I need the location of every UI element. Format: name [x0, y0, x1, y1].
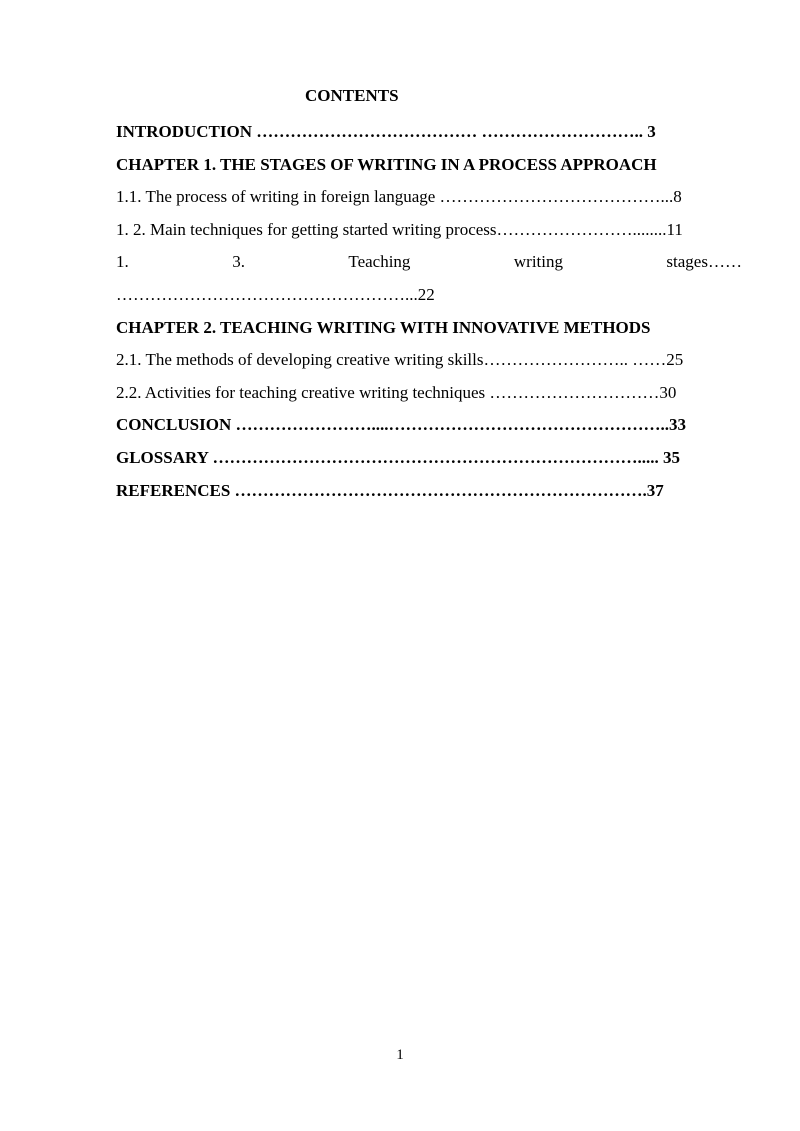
toc-entry-2-2: 2.2. Activities for teaching creative writing techniques …………………………30 [116, 382, 677, 402]
contents-heading: CONTENTS [305, 86, 399, 105]
toc-entry-1-3-word: 3. [232, 252, 245, 272]
toc-entry-1-3-word: writing [513, 252, 563, 272]
page-number: 1 [396, 1047, 404, 1063]
toc-entry-1-1: 1.1. The process of writing in foreign language …………………………………...8 [116, 187, 682, 207]
toc-entry-introduction: INTRODUCTION ………………………………… ……………………….. 3 [116, 122, 656, 141]
table-of-contents [116, 116, 742, 507]
toc-entry-glossary: GLOSSARY …………………………………………………………………..... 35 [116, 447, 681, 467]
toc-entry-references: REFERENCES ……………………………………………………………….37 [116, 480, 664, 500]
toc-entry-1-2: 1. 2. Main techniques for getting started writing process……………………........11 [116, 219, 683, 239]
toc-entry-conclusion: CONCLUSION ……………………....…………………………………………..33 [116, 415, 686, 435]
toc-entry-chapter-1: CHAPTER 1. THE STAGES OF WRITING IN A PROCESS APPROACH [116, 154, 657, 174]
toc-entry-2-1: 2.1. The methods of developing creative writing skills…………………….. ……25 [116, 350, 684, 370]
toc-entry-1-3 [116, 246, 742, 279]
toc-entry-1-3-word: Teaching [348, 252, 411, 272]
toc-entry-chapter-2: CHAPTER 2. TEACHING WRITING WITH INNOVATIVE METHODS [116, 317, 651, 337]
toc-entry-1-3-continuation: ……………………………………………...22 [116, 284, 435, 304]
toc-entry-1-3-word: 1. [116, 252, 129, 272]
toc-entry-1-3-word: stages…… [666, 252, 742, 272]
